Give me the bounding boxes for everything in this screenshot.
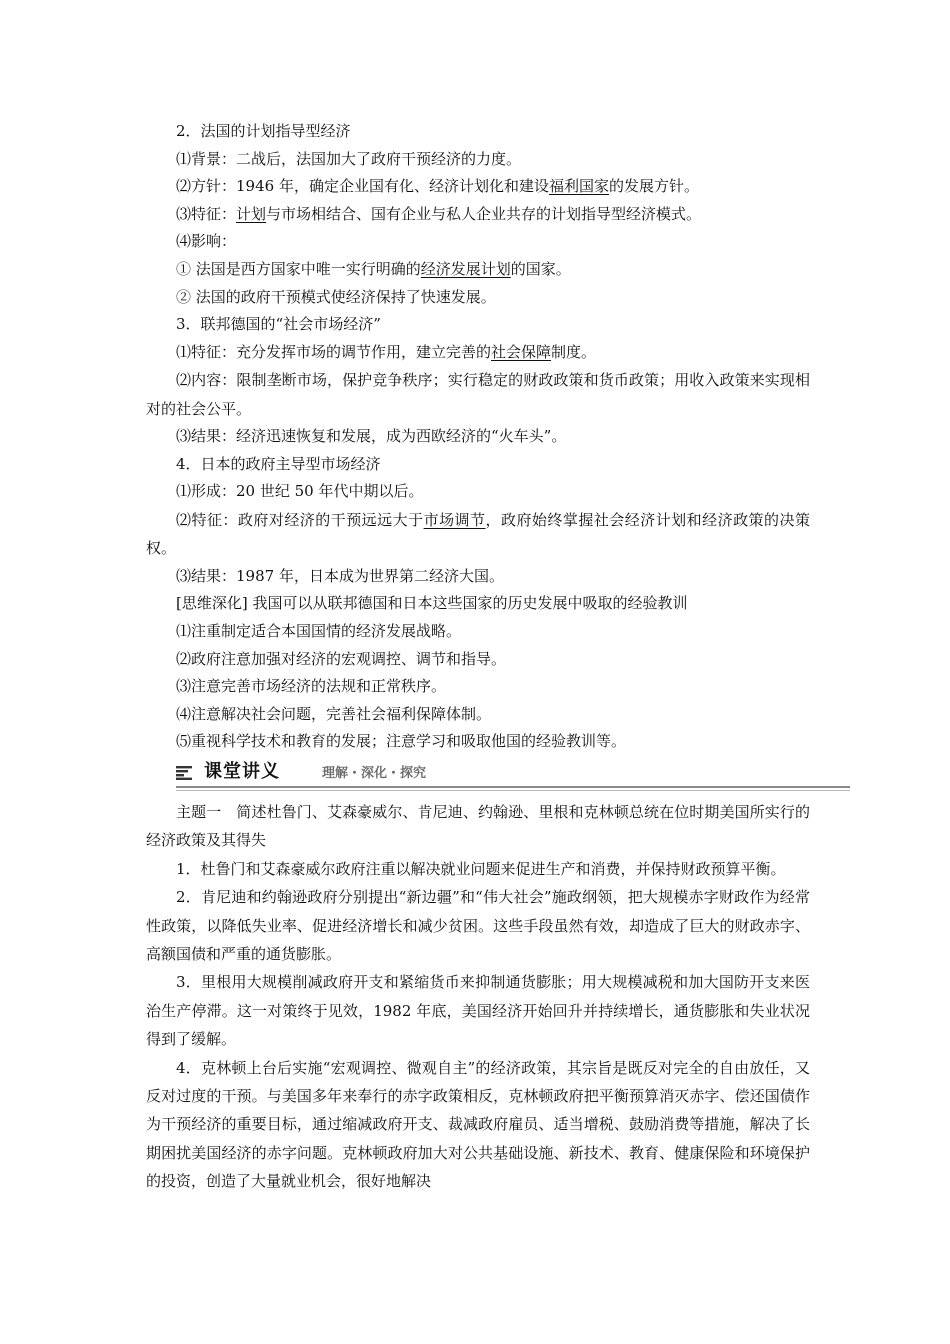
topic-paragraph: 2．肯尼迪和约翰逊政府分别提出“新边疆”和“伟大社会”施政纲领，把大规模赤字财政作为经常性政策，以降低失业率、促进经济增长和减少贫困。这些手段虽然有效，却造成了巨大的财政赤字、高额国债和严重的通货膨胀。: [146, 888, 810, 963]
japan-result: ⑶结果：1987 年，日本成为世界第二经济大国。: [176, 566, 504, 585]
underlined-term: 市场调节: [423, 510, 486, 529]
france-impact-1: [146, 256, 810, 284]
france-impact-heading: ⑷影响：: [176, 232, 237, 251]
banner-rule: [176, 786, 850, 788]
deepen-heading: [思维深化] 我国可以从联邦德国和日本这些国家的历史发展中吸取的经验教训: [176, 594, 688, 613]
topic-paragraph: 4．克林顿上台后实施“宏观调控、微观自主”的经济政策，其宗旨是既反对完全的自由放任，又反对过度的干预。与美国多年来奉行的赤字政策相反，克林顿政府把平衡预算消灭赤字、偿还国债作为干预经济的重要目标，通过缩减政府开支、裁减政府雇员、适当增税、鼓励消费等措施，解决了长期困扰美国经济的赤字问题。克林顿政府加大对公共基础设施、新技术、教育、健康保险和环境保护的投资，创造了大量就业机会，很好地解决: [146, 1058, 810, 1191]
france-policy: [146, 173, 810, 201]
text-span: 的国家。: [510, 259, 571, 278]
text-span: ① 法国是西方国家中唯一实行明确的: [176, 259, 421, 278]
underlined-term: 福利国家: [548, 177, 609, 196]
banner-subtitle: 理解・深化・探究: [322, 765, 427, 781]
underlined-term: 经济发展计划: [420, 259, 511, 278]
france-background: ⑴背景：二战后，法国加大了政府干预经济的力度。: [176, 149, 522, 168]
japan-formation: ⑴形成：20 世纪 50 年代中期以后。: [176, 482, 424, 501]
text-span: 与市场相结合、国有企业与私人企业共存的计划指导型经济模式。: [266, 204, 702, 223]
text-span: ⑴特征：充分发挥市场的调节作用，建立完善的: [176, 342, 492, 361]
deepen-item: ⑸重视科学技术和教育的发展；注意学习和吸取他国的经验教训等。: [176, 732, 627, 751]
text-span: ⑶特征：: [176, 204, 237, 223]
section-heading-japan: 4．日本的政府主导型市场经济: [176, 454, 381, 473]
germany-content: ⑵内容：限制垄断市场，保护竞争秩序；实行稳定的财政政策和货币政策；用收入政策来实现相对的社会公平。: [146, 371, 810, 418]
japan-feature: [146, 506, 810, 563]
section-heading-france: 2．法国的计划指导型经济: [176, 122, 351, 140]
topic-paragraph: 3．里根用大规模削减政府开支和紧缩货币来抑制通货膨胀；用大规模减税和加大国防开支来医治生产停滞。这一对策终于见效，1982 年底，美国经济开始回升并持续增长，通货膨胀和失业状况得到了缓解。: [146, 973, 810, 1049]
banner-rule-thin: [176, 790, 850, 791]
france-feature: [146, 201, 810, 229]
text-span: ⑵特征：政府对经济的干预远远大于: [176, 510, 424, 529]
underlined-term: 计划: [236, 204, 267, 223]
deepen-item: ⑴注重制定适合本国国情的经济发展战略。: [176, 621, 462, 640]
germany-result: ⑶结果：经济迅速恢复和发展，成为西欧经济的“火车头”。: [176, 427, 567, 446]
topic-heading: 主题一 简述杜鲁门、艾森豪威尔、肯尼迪、约翰逊、里根和克林顿总统在位时期美国所实行的经济政策及其得失: [146, 802, 810, 850]
text-span: ⑵方针：1946 年，确定企业国有化、经济计划化和建设: [176, 177, 549, 196]
banner-title: 课堂讲义: [204, 760, 280, 782]
germany-feature: [146, 339, 810, 367]
document-body: [146, 118, 810, 1196]
underlined-term: 社会保障: [491, 342, 552, 361]
deepen-item: ⑵政府注意加强对经济的宏观调控、调节和指导。: [176, 649, 507, 668]
topic-paragraph: 1．杜鲁门和艾森豪威尔政府注重以解决就业问题来促进生产和消费，并保持财政预算平衡。: [176, 859, 786, 878]
section-banner: [146, 758, 810, 794]
text-span: 的发展方针。: [608, 177, 699, 196]
deepen-item: ⑷注意解决社会问题，完善社会福利保障体制。: [176, 704, 492, 723]
stripes-icon: [176, 766, 192, 780]
text-span: ，政府始终掌握社会经济计划和经济政策的决策权。: [146, 510, 810, 558]
section-heading-germany: 3．联邦德国的“社会市场经济”: [176, 315, 381, 334]
deepen-item: ⑶注意完善市场经济的法规和正常秩序。: [176, 677, 447, 696]
france-impact-2: ② 法国的政府干预模式使经济保持了快速发展。: [176, 287, 496, 306]
text-span: 制度。: [551, 342, 597, 361]
